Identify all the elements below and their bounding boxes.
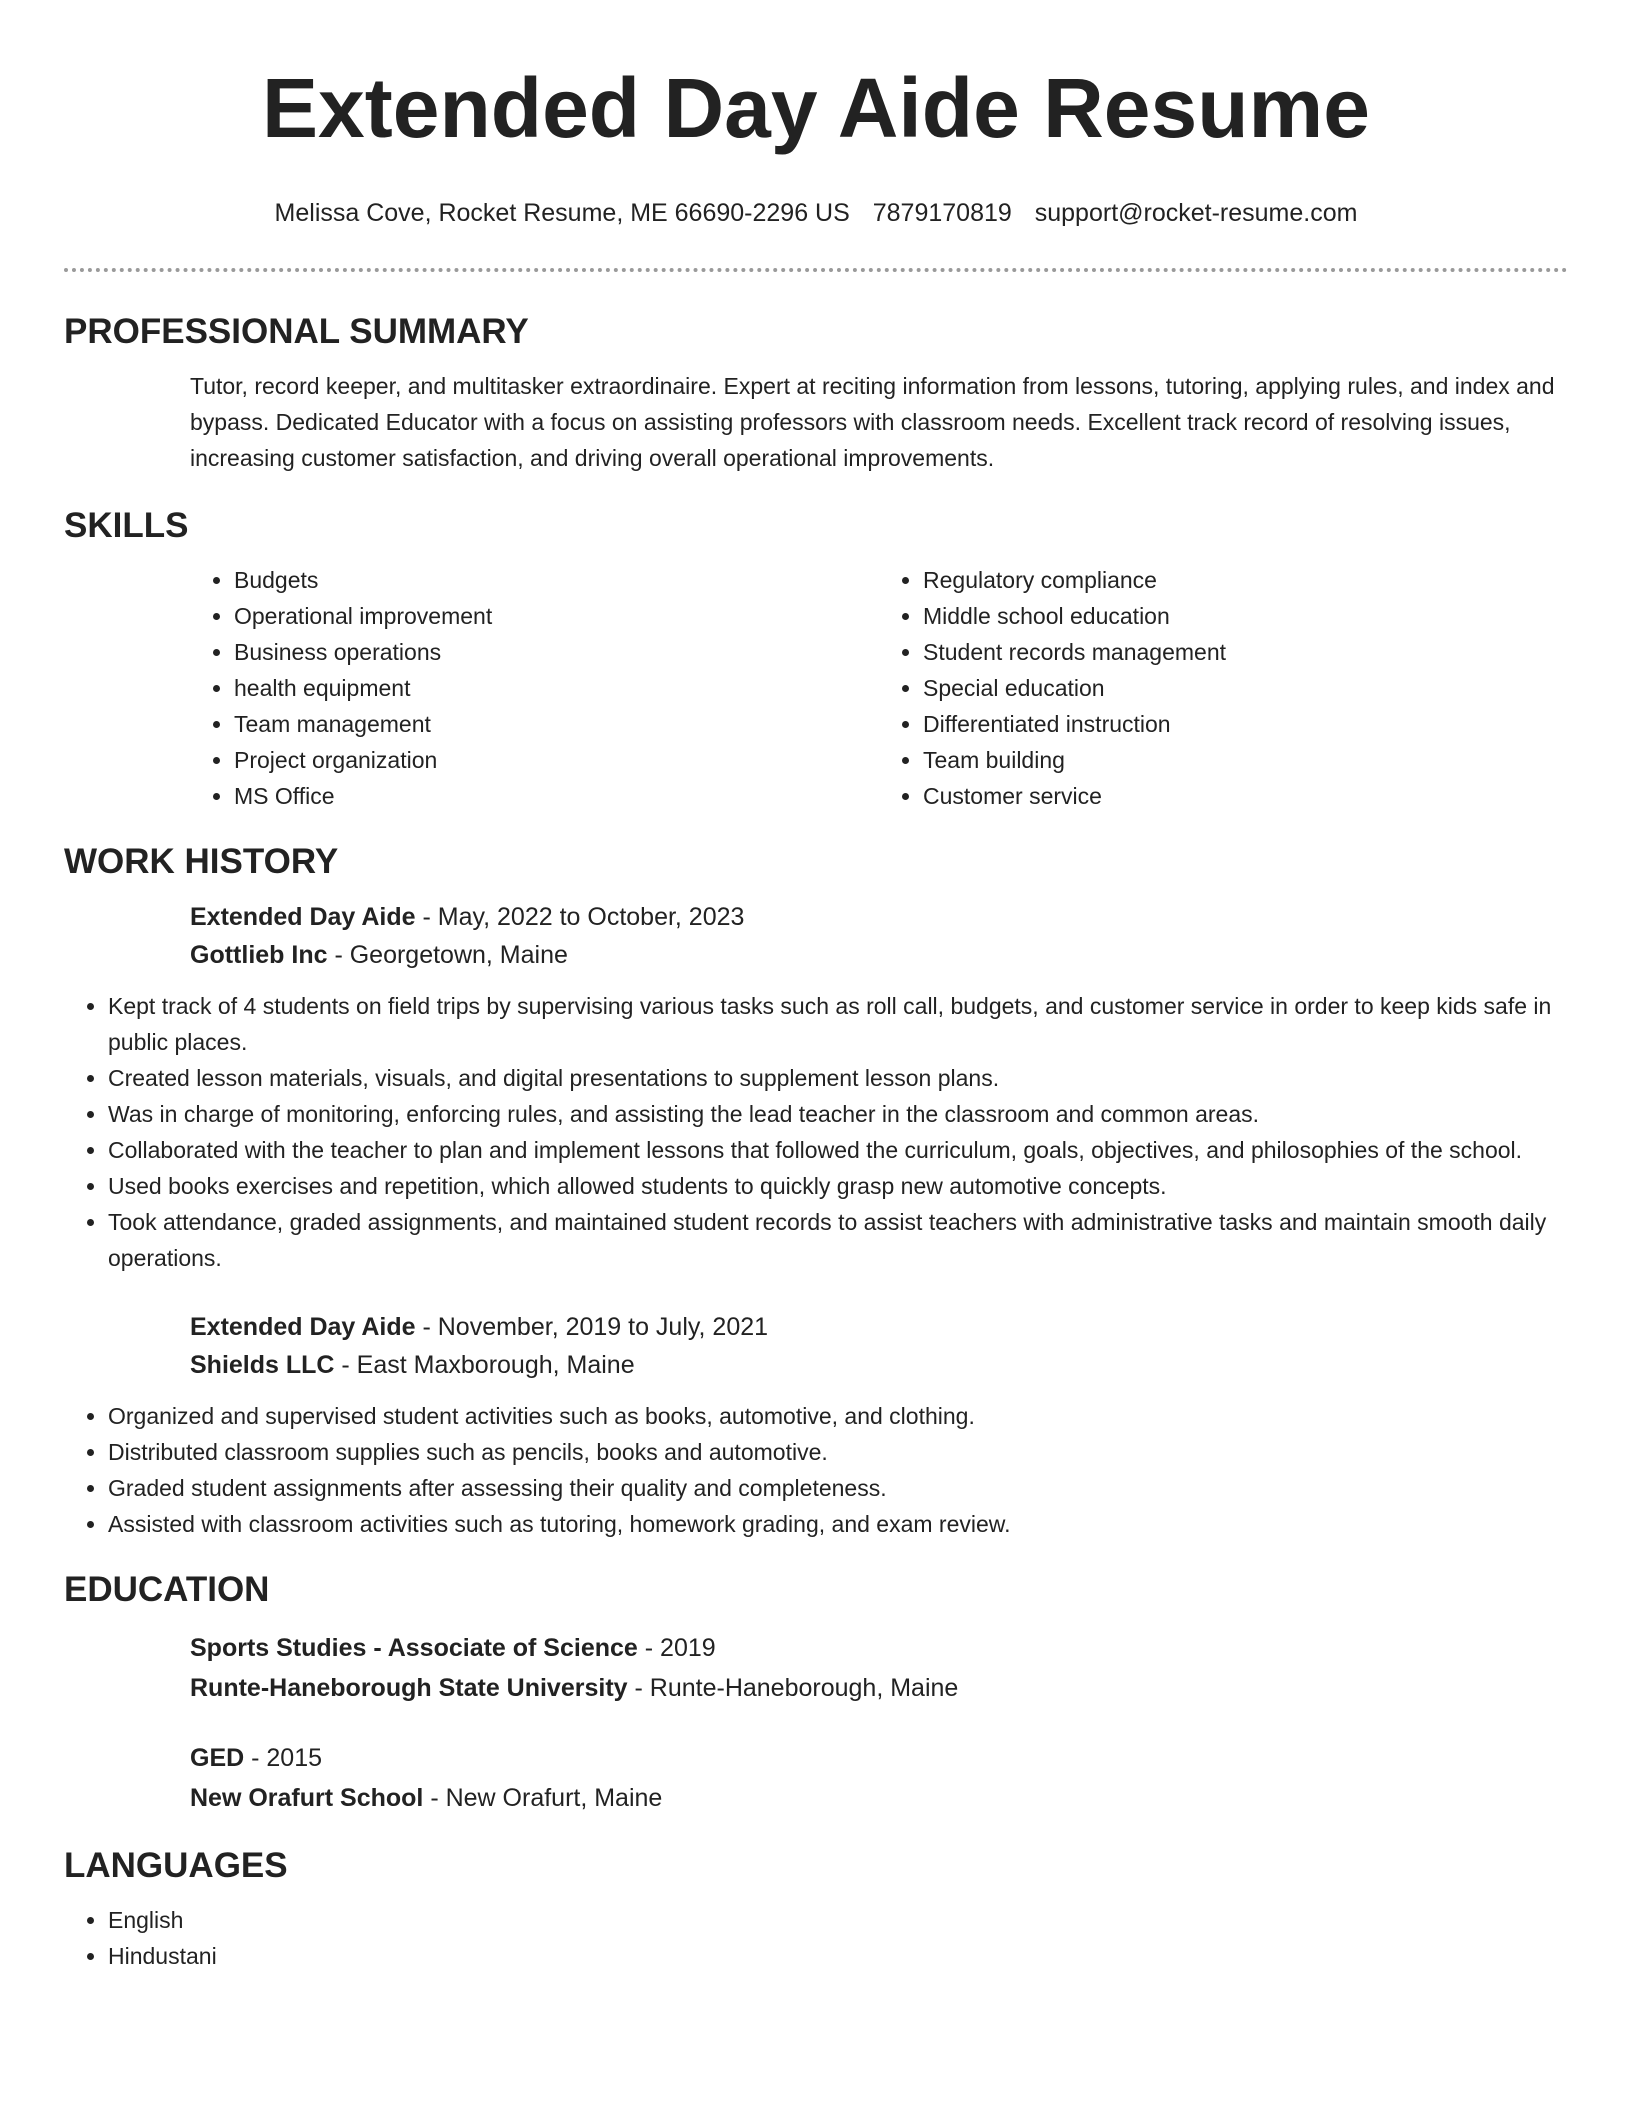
contact-email: support@rocket-resume.com (1034, 199, 1358, 227)
job-title: Extended Day Aide (190, 903, 416, 931)
education-year: - 2019 (637, 1634, 716, 1662)
job-location: - Georgetown, Maine (327, 941, 568, 969)
summary-section (64, 310, 1568, 476)
work-section (64, 840, 1568, 1542)
resume-page (64, 0, 1568, 1974)
job-bullet: • Used books exercises and repetition, which allowed students to quickly grasp new automotive concepts. (108, 1168, 1568, 1204)
skills-heading: SKILLS (64, 506, 189, 545)
job-dates: - May, 2022 to October, 2023 (415, 903, 745, 931)
job-location: - East Maxborough, Maine (334, 1351, 635, 1379)
languages-list (64, 1902, 1568, 1974)
job-company-line (190, 1346, 1568, 1384)
job-bullets (64, 988, 1568, 1276)
education-entry (190, 1628, 1568, 1708)
education-school-line (190, 1778, 1568, 1818)
job-company-line (190, 936, 1568, 974)
skill-item: • Project organization (234, 742, 879, 778)
skill-item: • Business operations (234, 634, 879, 670)
job-entry (190, 1308, 1568, 1384)
education-degree-line (190, 1628, 1568, 1668)
skill-item: • Middle school education (923, 598, 1568, 634)
skill-item: • Customer service (923, 778, 1568, 814)
language-item: • Hindustani (108, 1938, 1568, 1974)
job-title: Extended Day Aide (190, 1313, 416, 1341)
work-heading: WORK HISTORY (64, 842, 339, 881)
job-bullet: • Distributed classroom supplies such as pencils, books and automotive. (108, 1434, 1568, 1470)
job-bullet: • Took attendance, graded assignments, and maintained student records to assist teachers with administrative tasks and maintain smooth daily operations. (108, 1204, 1568, 1276)
skills-list-right (879, 562, 1568, 814)
job-bullet: • Graded student assignments after assessing their quality and completeness. (108, 1470, 1568, 1506)
job-company: Gottlieb Inc (190, 941, 328, 969)
education-location: - Runte-Haneborough, Maine (627, 1674, 959, 1702)
skills-section (64, 504, 1568, 814)
skill-item: • Student records management (923, 634, 1568, 670)
skill-item: • Team management (234, 706, 879, 742)
skill-item: • MS Office (234, 778, 879, 814)
education-heading: EDUCATION (64, 1570, 270, 1609)
contact-phone: 7879170819 (872, 199, 1012, 227)
job-bullets (64, 1398, 1568, 1542)
header-divider (64, 268, 1568, 272)
languages-section (64, 1844, 1568, 1974)
education-year: - 2015 (244, 1744, 323, 1772)
skill-item: • Regulatory compliance (923, 562, 1568, 598)
job-bullet: • Created lesson materials, visuals, and digital presentations to supplement lesson plans. (108, 1060, 1568, 1096)
skill-item: • health equipment (234, 670, 879, 706)
skills-list-left (190, 562, 879, 814)
job-title-line (190, 1308, 1568, 1346)
summary-text: Tutor, record keeper, and multitasker extraordinaire. Expert at reciting information from lessons, tutoring, applying rules, and index and bypass. Dedicated Educator with a focus on assisting professors with classroom needs. Excellent track record of resolving issues, increasing customer satisfaction, and driving overall operational improvements. (190, 373, 1555, 471)
job-bullet: • Collaborated with the teacher to plan and implement lessons that followed the curriculum, goals, objectives, and philosophies of the school. (108, 1132, 1568, 1168)
education-school-line (190, 1668, 1568, 1708)
education-degree: GED (190, 1744, 245, 1772)
languages-heading: LANGUAGES (64, 1846, 288, 1885)
job-bullet: • Organized and supervised student activities such as books, automotive, and clothing. (108, 1398, 1568, 1434)
education-section (64, 1568, 1568, 1818)
job-bullet: • Was in charge of monitoring, enforcing rules, and assisting the lead teacher in the classroom and common areas. (108, 1096, 1568, 1132)
job-entry (190, 898, 1568, 974)
job-dates: - November, 2019 to July, 2021 (415, 1313, 769, 1341)
education-entry (190, 1738, 1568, 1818)
education-school: New Orafurt School (190, 1784, 424, 1812)
job-bullet: • Kept track of 4 students on field trips by supervising various tasks such as roll call, budgets, and customer service in order to keep kids safe in public places. (108, 988, 1568, 1060)
resume-title: Extended Day Aide Resume (262, 61, 1370, 155)
language-item: • English (108, 1902, 1568, 1938)
education-school: Runte-Haneborough State University (190, 1674, 628, 1702)
contact-line (64, 196, 1568, 230)
job-company: Shields LLC (190, 1351, 335, 1379)
skill-item: • Team building (923, 742, 1568, 778)
job-bullet: • Assisted with classroom activities such as tutoring, homework grading, and exam review. (108, 1506, 1568, 1542)
summary-heading: PROFESSIONAL SUMMARY (64, 312, 529, 351)
education-degree: Sports Studies - Associate of Science (190, 1634, 638, 1662)
skill-item: • Differentiated instruction (923, 706, 1568, 742)
contact-address: Melissa Cove, Rocket Resume, ME 66690-2296 US (274, 199, 850, 227)
skill-item: • Operational improvement (234, 598, 879, 634)
education-degree-line (190, 1738, 1568, 1778)
job-title-line (190, 898, 1568, 936)
skill-item: • Special education (923, 670, 1568, 706)
education-location: - New Orafurt, Maine (423, 1784, 663, 1812)
skill-item: • Budgets (234, 562, 879, 598)
